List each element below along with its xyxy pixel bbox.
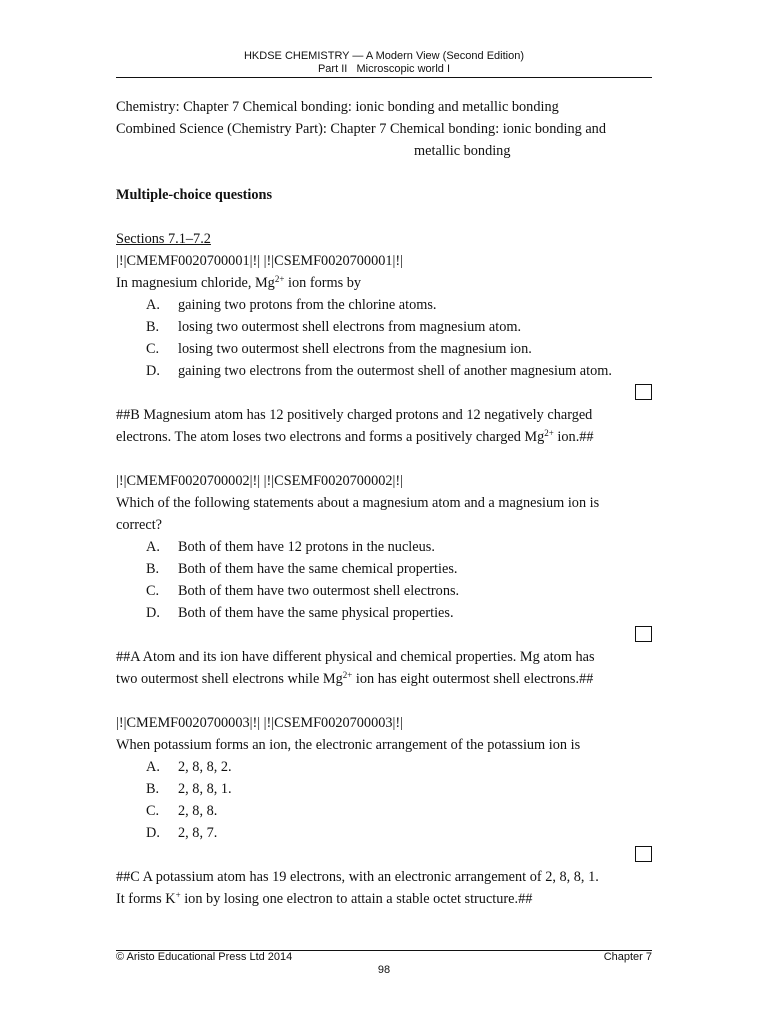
question-3	[116, 712, 656, 910]
answer-explanation-line-2: It forms K+ ion by losing one electron to attain a stable octet structure.##	[116, 890, 533, 907]
option-a: A. Both of them have 12 protons in the nucleus.	[146, 539, 435, 555]
answer-explanation-line-2: two outermost shell electrons while $Mg^{2+}$ ion has eight outermost shell electrons.##	[116, 670, 594, 687]
answer-explanation-line-1: ##A Atom and its ion have different physical and chemical properties. Mg atom has	[116, 649, 595, 665]
question-stem-line-1: Which of the following statements about a magnesium atom and a magnesium ion is	[116, 495, 600, 511]
page-header	[116, 50, 652, 76]
option-c: C. 2, 8, 8.	[146, 803, 218, 819]
option-b: B. losing two outermost shell electrons from magnesium atom.	[146, 319, 522, 335]
option-c: C. losing two outermost shell electrons from the magnesium ion.	[146, 341, 532, 357]
question-2	[116, 470, 656, 690]
option-c: C. Both of them have two outermost shell electrons.	[146, 583, 460, 599]
question-code: |!|CMEMF0020700001|!| |!|CSEMF0020700001|!|	[116, 253, 404, 269]
option-b: B. Both of them have the same chemical properties.	[146, 561, 458, 577]
question-code: |!|CMEMF0020700002|!| |!|CSEMF0020700002|!|	[116, 473, 404, 489]
option-b: B. 2, 8, 8, 1.	[146, 781, 232, 797]
answer-box[interactable]	[635, 626, 652, 642]
answer-explanation-line-1: ##B Magnesium atom has 12 positively charged protons and 12 negatively charged	[116, 407, 593, 423]
answer-explanation-line-2: electrons. The atom loses two electrons and forms a positively charged $Mg^{2+}$ ion.##	[116, 428, 594, 445]
option-d: D. Both of them have the same physical properties.	[146, 605, 454, 621]
intro-line-combined-science: Combined Science (Chemistry Part): Chapter 7 Chemical bonding: ionic bonding and	[116, 121, 606, 137]
intro-line-continued: metallic bonding	[414, 143, 511, 159]
header-rule	[116, 77, 652, 78]
header-title: HKDSE CHEMISTRY — A Modern View (Second Edition)	[243, 50, 524, 62]
page-body	[116, 96, 656, 910]
option-d: D. gaining two electrons from the outermost shell of another magnesium atom.	[146, 363, 612, 379]
section-heading: Multiple-choice questions	[116, 187, 273, 203]
question-code: |!|CMEMF0020700003|!| |!|CSEMF0020700003|!|	[116, 715, 404, 731]
question-1	[116, 250, 656, 448]
option-d: D. 2, 8, 7.	[146, 825, 218, 841]
header-subtitle: Part II Microscopic world I	[317, 63, 451, 75]
question-stem: When potassium forms an ion, the electronic arrangement of the potassium ion is	[116, 737, 581, 753]
sections-label: Sections 7.1–7.2	[116, 231, 211, 247]
answer-explanation-line-1: ##C A potassium atom has 19 electrons, with an electronic arrangement of 2, 8, 8, 1.	[116, 869, 599, 885]
option-a: A. 2, 8, 8, 2.	[146, 759, 232, 775]
page-number: 98	[377, 964, 391, 976]
question-stem-line-2: correct?	[116, 517, 163, 533]
option-a: A. gaining two protons from the chlorine atoms.	[146, 297, 437, 313]
intro-line-chemistry: Chemistry: Chapter 7 Chemical bonding: ionic bonding and metallic bonding	[116, 99, 559, 115]
answer-box[interactable]	[635, 384, 652, 400]
answer-box[interactable]	[635, 846, 652, 862]
footer-chapter: Chapter 7	[603, 951, 652, 963]
footer-copyright: © Aristo Educational Press Ltd 2014	[116, 951, 293, 963]
question-stem: In magnesium chloride, $Mg^{2+}$ ion forms by	[116, 274, 362, 291]
